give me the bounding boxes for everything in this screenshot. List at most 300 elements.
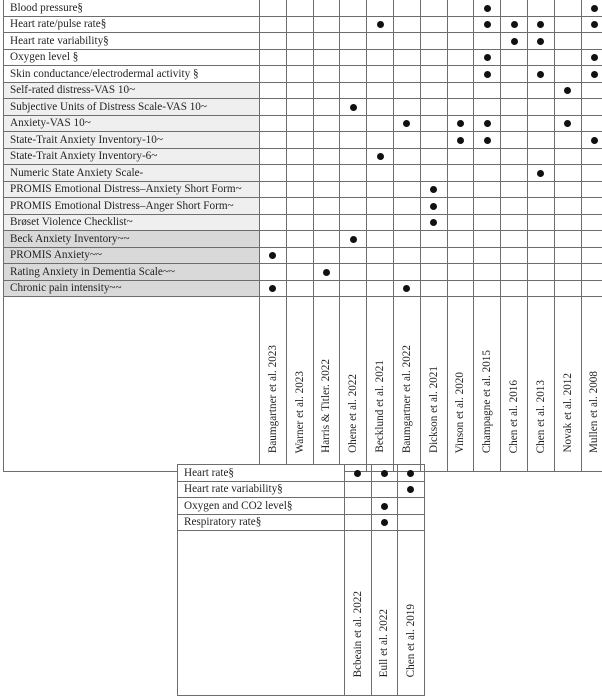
study-cell xyxy=(501,264,528,281)
study-cell xyxy=(340,148,367,165)
study-cell xyxy=(313,66,340,83)
study-name: Warner et al. 2023 xyxy=(293,371,307,459)
study-cell xyxy=(286,66,313,83)
study-cell xyxy=(313,198,340,215)
study-cell xyxy=(340,115,367,132)
study-cell xyxy=(527,66,554,83)
study-cell xyxy=(393,231,420,248)
bullet-mark-icon xyxy=(457,137,464,144)
study-cell xyxy=(367,33,394,50)
study-cell xyxy=(260,264,287,281)
bullet-mark-icon xyxy=(564,120,571,127)
study-cell xyxy=(501,280,528,297)
study-cell xyxy=(286,280,313,297)
study-cell xyxy=(420,0,447,16)
study-cell xyxy=(313,165,340,182)
study-cell xyxy=(554,148,581,165)
measure-label: Oxygen and CO2 level§ xyxy=(178,498,345,515)
bullet-mark-icon xyxy=(484,21,491,28)
study-cell xyxy=(345,514,372,531)
study-cell xyxy=(527,16,554,33)
study-cell xyxy=(313,82,340,99)
study-header xyxy=(527,297,554,472)
bullet-mark-icon xyxy=(407,486,414,493)
study-cell xyxy=(398,514,425,531)
study-cell xyxy=(260,198,287,215)
study-cell xyxy=(286,148,313,165)
study-cell xyxy=(340,16,367,33)
bullet-mark-icon xyxy=(537,170,544,177)
study-cell xyxy=(420,247,447,264)
table-row xyxy=(4,231,602,248)
table-row xyxy=(4,280,602,297)
study-cell xyxy=(367,181,394,198)
study-cell xyxy=(340,280,367,297)
study-cell xyxy=(447,115,474,132)
study-cell xyxy=(393,247,420,264)
bullet-mark-icon xyxy=(350,104,357,111)
table-row xyxy=(4,214,602,231)
study-cell xyxy=(420,115,447,132)
study-cell xyxy=(581,66,602,83)
study-name: Baumgartner et al. 2022 xyxy=(400,345,414,459)
measure-label: Anxiety-VAS 10~ xyxy=(4,115,260,132)
study-cell xyxy=(313,148,340,165)
table-row xyxy=(4,16,602,33)
measure-label: Blood pressure§ xyxy=(4,0,260,16)
bullet-mark-icon xyxy=(537,71,544,78)
bullet-mark-icon xyxy=(377,21,384,28)
study-cell xyxy=(501,198,528,215)
header-blank-cell xyxy=(178,531,345,696)
measure-label: Subjective Units of Distress Scale-VAS 10~ xyxy=(4,99,260,116)
bullet-mark-icon xyxy=(511,21,518,28)
study-cell xyxy=(260,115,287,132)
study-cell xyxy=(286,0,313,16)
study-cell xyxy=(420,231,447,248)
study-cell xyxy=(260,165,287,182)
study-cell xyxy=(447,181,474,198)
study-cell xyxy=(527,231,554,248)
study-cell xyxy=(260,181,287,198)
table-body xyxy=(4,0,602,472)
study-name: Dickson et al. 2021 xyxy=(427,366,441,459)
bullet-mark-icon xyxy=(537,21,544,28)
study-cell xyxy=(447,247,474,264)
table-row xyxy=(4,0,602,16)
study-header xyxy=(340,297,367,472)
study-cell xyxy=(447,264,474,281)
table-row xyxy=(4,66,602,83)
study-cell xyxy=(398,465,425,482)
study-cell xyxy=(554,181,581,198)
study-cell xyxy=(527,49,554,66)
study-cell xyxy=(527,214,554,231)
study-cell xyxy=(367,132,394,149)
study-cell xyxy=(581,99,602,116)
bullet-mark-icon xyxy=(403,120,410,127)
study-cell xyxy=(474,66,501,83)
study-cell xyxy=(447,99,474,116)
measure-label: PROMIS Emotional Distress–Anxiety Short Form~ xyxy=(4,181,260,198)
study-cell xyxy=(340,0,367,16)
study-cell xyxy=(474,99,501,116)
study-name: Chen et al. 2013 xyxy=(534,380,548,459)
study-cell xyxy=(286,214,313,231)
study-cell xyxy=(393,214,420,231)
study-cell xyxy=(393,49,420,66)
study-name: Mullen et al. 2008 xyxy=(587,371,601,459)
study-cell xyxy=(420,148,447,165)
study-cell xyxy=(260,280,287,297)
bullet-mark-icon xyxy=(381,503,388,510)
study-header xyxy=(345,531,372,696)
bullet-mark-icon xyxy=(377,153,384,160)
study-cell xyxy=(581,82,602,99)
table-row xyxy=(4,165,602,182)
study-cell xyxy=(286,165,313,182)
study-cell xyxy=(474,0,501,16)
study-cell xyxy=(367,280,394,297)
table-row xyxy=(4,115,602,132)
study-cell xyxy=(554,231,581,248)
study-cell xyxy=(447,132,474,149)
bullet-mark-icon xyxy=(484,120,491,127)
study-cell xyxy=(420,264,447,281)
study-cell xyxy=(367,115,394,132)
bullet-mark-icon xyxy=(484,71,491,78)
study-cell xyxy=(260,16,287,33)
study-cell xyxy=(313,16,340,33)
study-cell xyxy=(367,148,394,165)
study-cell xyxy=(474,247,501,264)
study-cell xyxy=(371,481,398,498)
study-cell xyxy=(527,247,554,264)
study-cell xyxy=(581,214,602,231)
study-cell xyxy=(393,99,420,116)
measure-label: Heart rate variability§ xyxy=(178,481,345,498)
study-cell xyxy=(260,82,287,99)
study-cell xyxy=(260,33,287,50)
study-cell xyxy=(581,264,602,281)
study-cell xyxy=(501,115,528,132)
study-cell xyxy=(286,198,313,215)
study-cell xyxy=(313,49,340,66)
study-cell xyxy=(501,82,528,99)
measures-by-study-table xyxy=(3,0,602,472)
study-cell xyxy=(581,148,602,165)
study-name: Champagne et al. 2015 xyxy=(480,350,494,459)
study-cell xyxy=(527,99,554,116)
study-cell xyxy=(527,181,554,198)
study-cell xyxy=(371,465,398,482)
study-cell xyxy=(554,280,581,297)
study-cell xyxy=(527,33,554,50)
study-cell xyxy=(501,132,528,149)
study-cell xyxy=(393,33,420,50)
study-header xyxy=(286,297,313,472)
study-cell xyxy=(260,231,287,248)
study-cell xyxy=(367,247,394,264)
measure-label: State-Trait Anxiety Inventory-6~ xyxy=(4,148,260,165)
study-cell xyxy=(367,198,394,215)
study-cell xyxy=(501,214,528,231)
study-cell xyxy=(367,231,394,248)
study-cell xyxy=(501,165,528,182)
bullet-mark-icon xyxy=(407,470,414,477)
study-cell xyxy=(581,181,602,198)
measure-label: Beck Anxiety Inventory~~ xyxy=(4,231,260,248)
study-cell xyxy=(393,280,420,297)
study-cell xyxy=(313,231,340,248)
study-cell xyxy=(393,0,420,16)
table-row xyxy=(4,198,602,215)
study-cell xyxy=(554,198,581,215)
study-cell xyxy=(474,82,501,99)
table-row xyxy=(178,498,425,515)
study-cell xyxy=(447,33,474,50)
study-cell xyxy=(420,198,447,215)
study-cell xyxy=(393,82,420,99)
table-row xyxy=(4,132,602,149)
study-cell xyxy=(554,264,581,281)
study-cell xyxy=(367,264,394,281)
study-cell xyxy=(340,264,367,281)
study-cell xyxy=(393,16,420,33)
study-cell xyxy=(260,99,287,116)
bullet-mark-icon xyxy=(269,252,276,259)
study-cell xyxy=(371,498,398,515)
bullet-mark-icon xyxy=(269,285,276,292)
study-cell xyxy=(260,247,287,264)
study-name: Eull et al. 2022 xyxy=(377,609,391,683)
study-cell xyxy=(581,115,602,132)
measure-label: PROMIS Emotional Distress–Anger Short Form~ xyxy=(4,198,260,215)
study-name: Chen et al. 2019 xyxy=(404,604,418,683)
measure-label: Chronic pain intensity~~ xyxy=(4,280,260,297)
study-cell xyxy=(581,198,602,215)
study-cell xyxy=(554,214,581,231)
study-cell xyxy=(260,132,287,149)
study-cell xyxy=(286,99,313,116)
table-row xyxy=(4,99,602,116)
study-cell xyxy=(420,16,447,33)
study-cell xyxy=(447,0,474,16)
study-cell xyxy=(367,99,394,116)
study-cell xyxy=(581,247,602,264)
study-header xyxy=(371,531,398,696)
study-cell xyxy=(447,165,474,182)
study-cell xyxy=(393,115,420,132)
bullet-mark-icon xyxy=(484,54,491,61)
bullet-mark-icon xyxy=(350,236,357,243)
study-cell xyxy=(313,214,340,231)
study-name: Chen et al. 2016 xyxy=(507,380,521,459)
study-cell xyxy=(527,0,554,16)
study-cell xyxy=(371,514,398,531)
study-cell xyxy=(581,16,602,33)
study-name: Vinson et al. 2020 xyxy=(453,372,467,459)
study-cell xyxy=(447,66,474,83)
study-cell xyxy=(420,181,447,198)
study-cell xyxy=(501,49,528,66)
table-row xyxy=(4,49,602,66)
study-cell xyxy=(420,33,447,50)
measure-label: Numeric State Anxiety Scale- xyxy=(4,165,260,182)
study-cell xyxy=(260,66,287,83)
study-cell xyxy=(286,115,313,132)
table-row xyxy=(178,514,425,531)
study-cell xyxy=(260,214,287,231)
study-cell xyxy=(260,0,287,16)
study-cell xyxy=(286,231,313,248)
bullet-mark-icon xyxy=(457,120,464,127)
study-cell xyxy=(345,465,372,482)
bullet-mark-icon xyxy=(354,470,361,477)
study-name: Harris & Titler. 2022 xyxy=(319,359,333,459)
study-cell xyxy=(474,33,501,50)
study-cell xyxy=(554,49,581,66)
study-header xyxy=(447,297,474,472)
measure-label: Skin conductance/electrodermal activity § xyxy=(4,66,260,83)
study-cell xyxy=(286,264,313,281)
bullet-mark-icon xyxy=(591,5,598,12)
study-cell xyxy=(340,214,367,231)
study-cell xyxy=(447,82,474,99)
study-cell xyxy=(398,481,425,498)
study-header xyxy=(260,297,287,472)
study-cell xyxy=(501,181,528,198)
study-cell xyxy=(286,132,313,149)
study-cell xyxy=(367,82,394,99)
study-cell xyxy=(474,264,501,281)
study-cell xyxy=(260,148,287,165)
study-cell xyxy=(313,33,340,50)
bullet-mark-icon xyxy=(511,38,518,45)
study-header xyxy=(420,297,447,472)
study-header xyxy=(398,531,425,696)
study-cell xyxy=(501,66,528,83)
table-row xyxy=(178,465,425,482)
bullet-mark-icon xyxy=(403,285,410,292)
bullet-mark-icon xyxy=(591,54,598,61)
study-cell xyxy=(313,247,340,264)
study-cell xyxy=(286,247,313,264)
study-cell xyxy=(367,0,394,16)
table-row xyxy=(4,33,602,50)
study-cell xyxy=(286,16,313,33)
study-header xyxy=(313,297,340,472)
study-cell xyxy=(398,498,425,515)
study-cell xyxy=(581,231,602,248)
study-cell xyxy=(474,231,501,248)
study-cell xyxy=(286,33,313,50)
study-cell xyxy=(367,66,394,83)
table-body xyxy=(178,465,425,696)
study-cell xyxy=(447,49,474,66)
study-cell xyxy=(527,82,554,99)
bullet-mark-icon xyxy=(591,71,598,78)
table-row xyxy=(4,148,602,165)
bullet-mark-icon xyxy=(564,87,571,94)
study-cell xyxy=(474,214,501,231)
study-cell xyxy=(340,247,367,264)
study-cell xyxy=(474,115,501,132)
measure-label: Heart rate§ xyxy=(178,465,345,482)
measure-label: Self-rated distress-VAS 10~ xyxy=(4,82,260,99)
study-name: Becklund et al. 2021 xyxy=(373,360,387,459)
study-cell xyxy=(393,198,420,215)
study-cell xyxy=(313,280,340,297)
bullet-mark-icon xyxy=(381,519,388,526)
study-cell xyxy=(527,165,554,182)
study-cell xyxy=(340,49,367,66)
study-cell xyxy=(393,66,420,83)
study-cell xyxy=(340,99,367,116)
study-cell xyxy=(420,165,447,182)
study-cell xyxy=(554,99,581,116)
study-cell xyxy=(286,181,313,198)
study-name: Baumgartner et al. 2023 xyxy=(266,345,280,459)
study-cell xyxy=(393,148,420,165)
study-cell xyxy=(340,66,367,83)
study-header xyxy=(367,297,394,472)
study-cell xyxy=(420,132,447,149)
measure-label: PROMIS Anxiety~~ xyxy=(4,247,260,264)
measure-label: Brøset Violence Checklist~ xyxy=(4,214,260,231)
bullet-mark-icon xyxy=(484,5,491,12)
study-cell xyxy=(474,16,501,33)
study-cell xyxy=(367,16,394,33)
study-cell xyxy=(501,148,528,165)
study-cell xyxy=(527,264,554,281)
study-cell xyxy=(554,132,581,149)
study-cell xyxy=(527,280,554,297)
study-cell xyxy=(286,82,313,99)
measure-label: Rating Anxiety in Dementia Scale~~ xyxy=(4,264,260,281)
bullet-mark-icon xyxy=(484,137,491,144)
bullet-mark-icon xyxy=(591,21,598,28)
measure-label: Respiratory rate§ xyxy=(178,514,345,531)
study-cell xyxy=(447,148,474,165)
table-row xyxy=(178,481,425,498)
study-cell xyxy=(554,33,581,50)
study-cell xyxy=(474,198,501,215)
study-cell xyxy=(313,115,340,132)
study-name: Novak et al. 2012 xyxy=(561,373,575,459)
study-cell xyxy=(501,99,528,116)
study-cell xyxy=(554,247,581,264)
study-cell xyxy=(501,0,528,16)
study-cell xyxy=(340,181,367,198)
bullet-mark-icon xyxy=(430,186,437,193)
study-cell xyxy=(313,264,340,281)
study-cell xyxy=(393,165,420,182)
measure-label: Oxygen level § xyxy=(4,49,260,66)
study-cell xyxy=(393,132,420,149)
measure-label: Heart rate/pulse rate§ xyxy=(4,16,260,33)
physiological-measures-table xyxy=(177,464,425,696)
study-name: Bcbeain et al. 2022 xyxy=(351,591,365,683)
study-cell xyxy=(554,0,581,16)
study-cell xyxy=(286,49,313,66)
study-cell xyxy=(581,165,602,182)
study-cell xyxy=(447,198,474,215)
study-cell xyxy=(554,82,581,99)
study-cell xyxy=(420,66,447,83)
measure-label: Heart rate variability§ xyxy=(4,33,260,50)
header-blank-cell xyxy=(4,297,260,472)
